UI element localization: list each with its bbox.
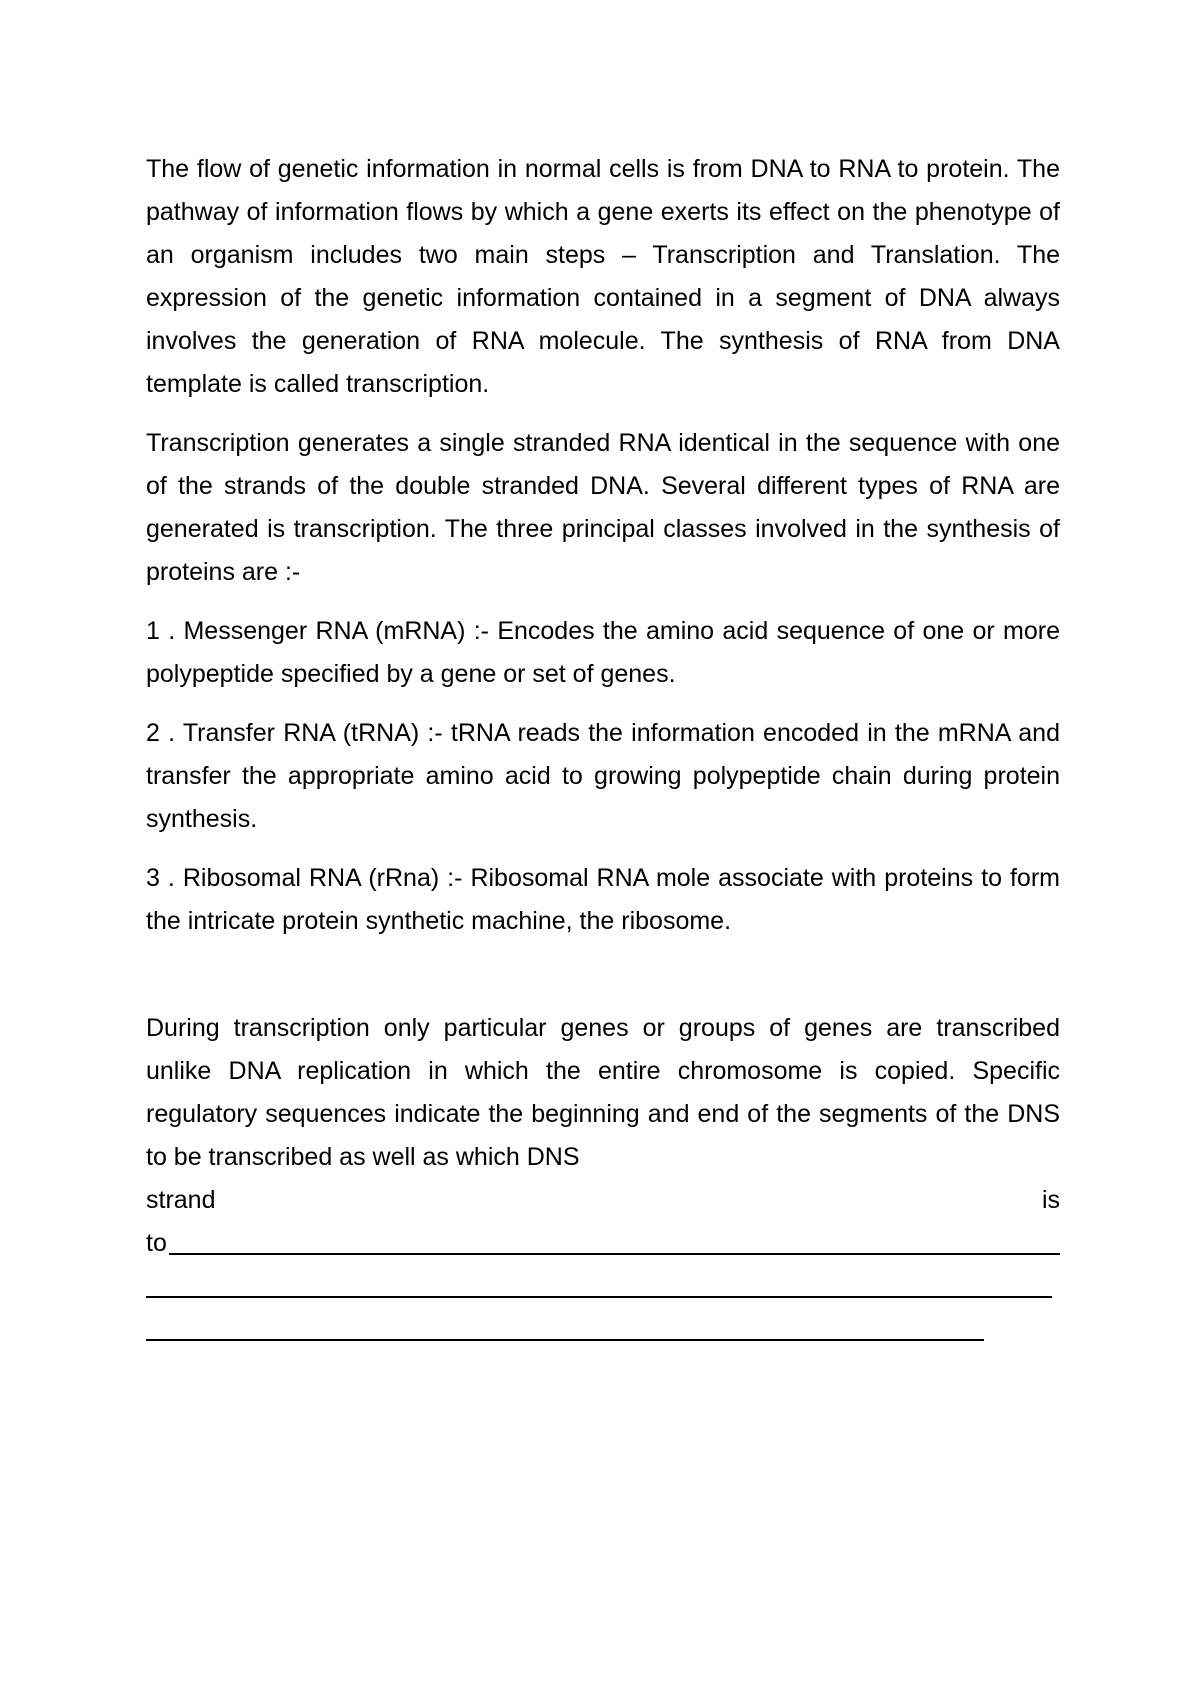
list-item-rrna: 3 . Ribosomal RNA (rRna) :- Ribosomal RNA mole associate with proteins to form the intricate protein synthetic machine, the ribosome. bbox=[146, 864, 1060, 935]
document-body bbox=[146, 148, 1060, 1351]
blank-line-3 bbox=[146, 1308, 1060, 1351]
paragraph-transcription: Transcription generates a single stranded RNA identical in the sequence with one of the strands of the double stranded DNA. Several different types of RNA are generated is transcription. The three principal classes involved in the synthesis of proteins are :- bbox=[146, 429, 1060, 586]
paragraph-genetic-flow: The flow of genetic information in normal cells is from DNA to RNA to protein. The pathway of information flows by which a gene exerts its effect on the phenotype of an organism includes two main steps – Transcription and Translation. The expression of the genetic information contained in a segment of DNA always involves the generation of RNA molecule. The synthesis of RNA from DNA template is called transcription. bbox=[146, 155, 1060, 398]
blank-rule-2 bbox=[146, 1296, 1052, 1298]
blank-line-2 bbox=[146, 1265, 1060, 1308]
paragraph-during-transcription: During transcription only particular genes or groups of genes are transcribed unlike DNA replication in which the entire chromosome is copied. Specific regulatory sequences indicate the beginning and end of the segments of the DNS to be transcribed as well as which DNS bbox=[146, 1014, 1060, 1171]
list-item-mrna: 1 . Messenger RNA (mRNA) :- Encodes the amino acid sequence of one or more polypeptide specified by a gene or set of genes. bbox=[146, 617, 1060, 688]
blank-rule-1 bbox=[169, 1253, 1060, 1255]
strand-line bbox=[146, 1179, 1060, 1222]
blank-rule-3 bbox=[146, 1339, 984, 1341]
is-word: is bbox=[1041, 1186, 1060, 1214]
list-item-trna: 2 . Transfer RNA (tRNA) :- tRNA reads the information encoded in the mRNA and transfer the appropriate amino acid to growing polypeptide chain during protein synthesis. bbox=[146, 719, 1060, 833]
to-blank-line bbox=[146, 1222, 1060, 1265]
to-word: to bbox=[146, 1229, 167, 1257]
strand-word: strand bbox=[146, 1186, 216, 1214]
